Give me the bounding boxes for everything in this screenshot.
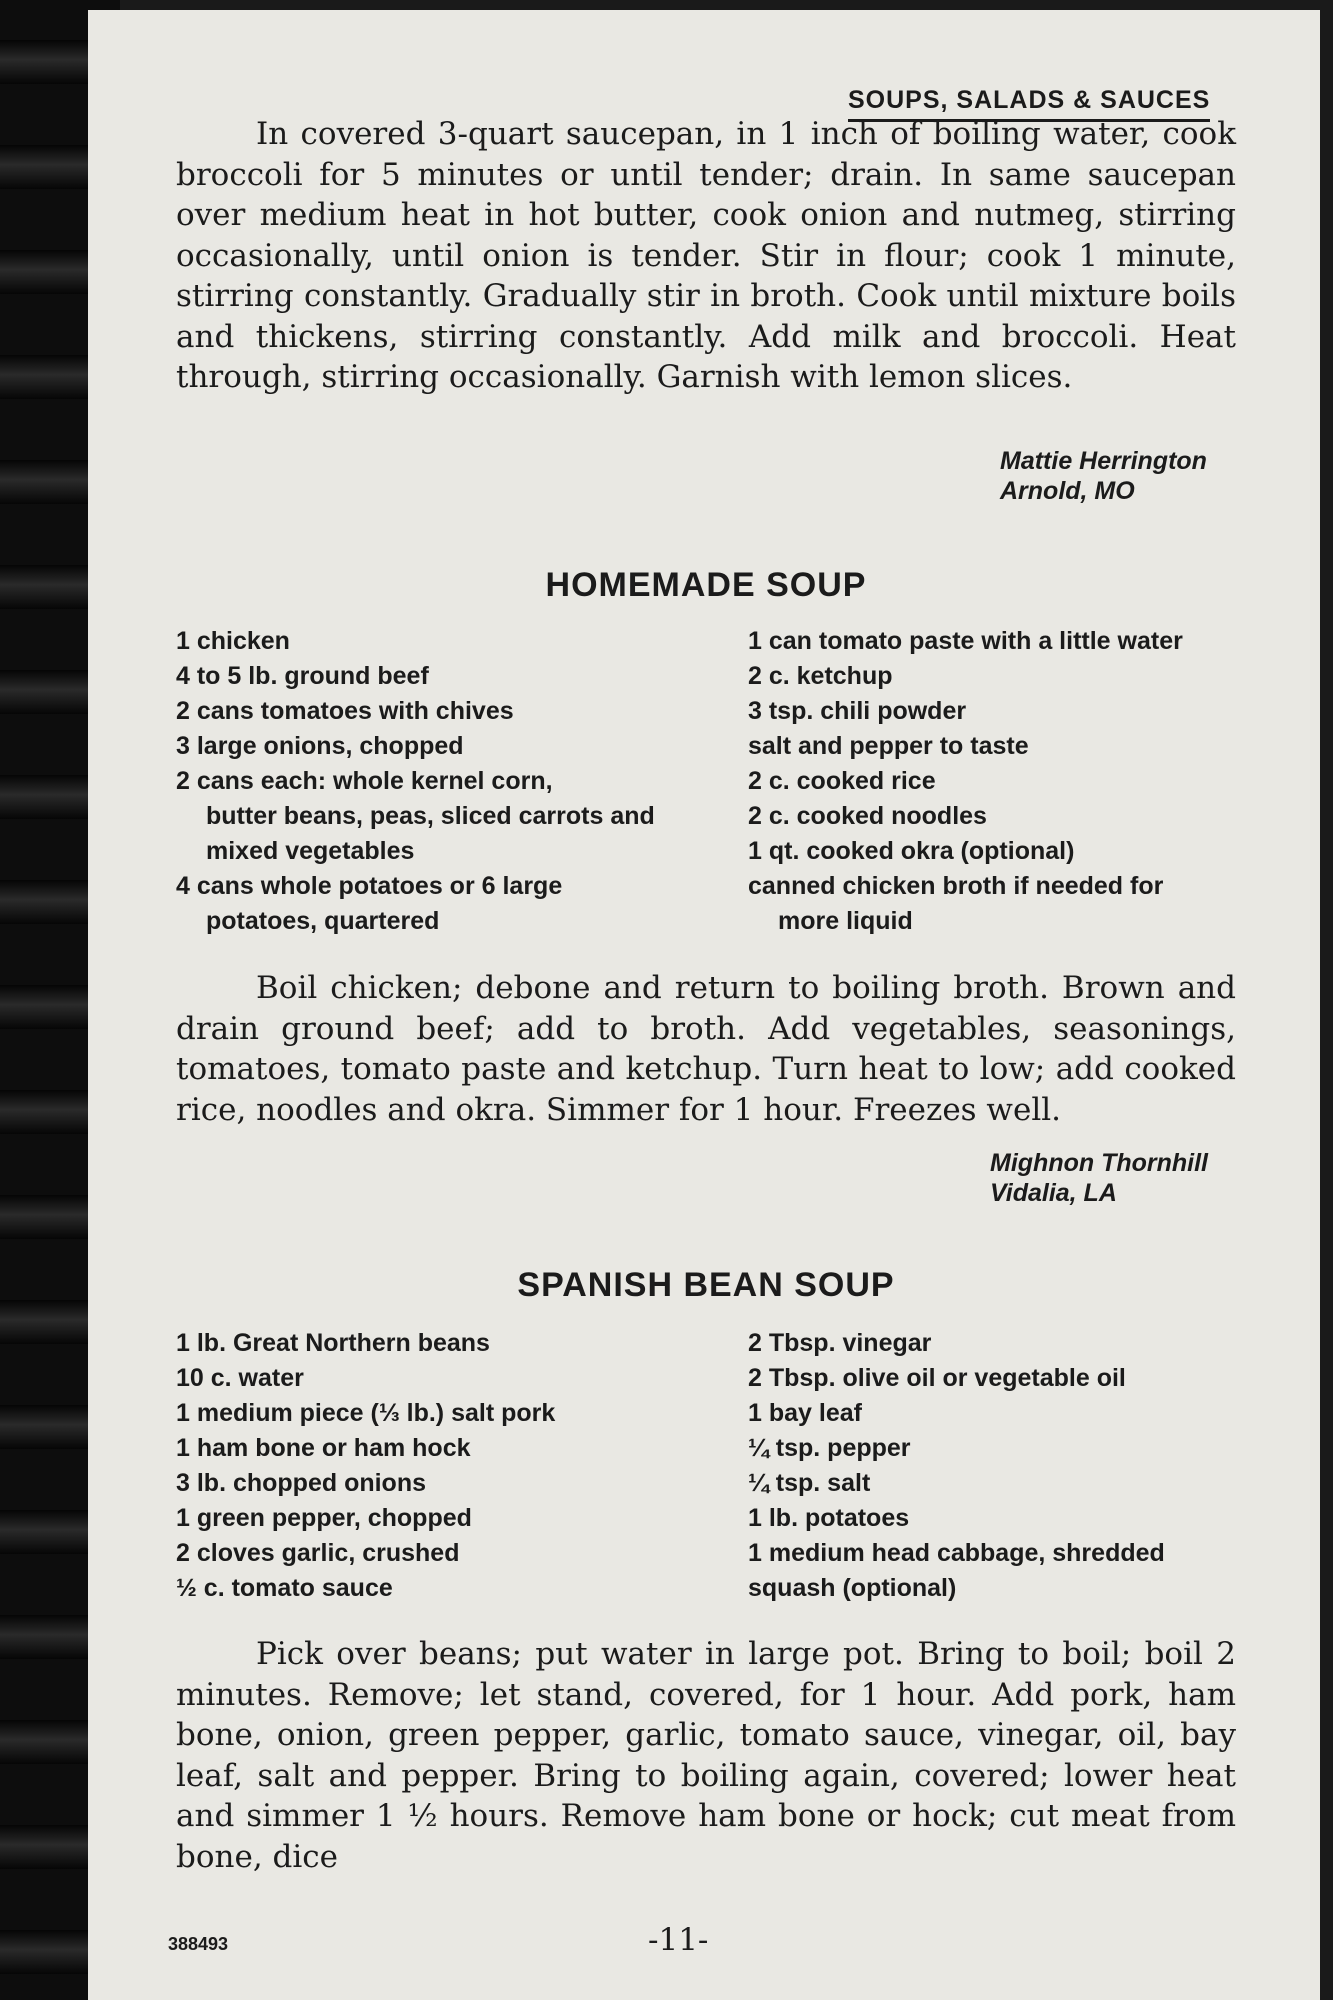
ingredient-item xyxy=(176,694,716,729)
spanish-ingredients-right xyxy=(748,1326,1268,1606)
credit-name: Mighnon Thornhill xyxy=(990,1149,1208,1177)
page-number: -11- xyxy=(648,1922,709,1958)
ingredient-text: 3 large onions, chopped xyxy=(176,732,464,760)
credit-place: Arnold, MO xyxy=(1000,477,1135,505)
spanish-directions: Pick over beans; put water in large pot. Bring to boil; boil 2 minutes. Remove; let stand, covered, for 1 hour. Add pork, ham bone, onion, green pepper, garlic, tomato sauce, vinegar, oil, bay leaf, salt and pepper. Bring to boiling again, covered; lower heat and simmer 1 ½ hours. Remove ham bone or hock; cut meat from bone, dice xyxy=(176,1636,1236,1875)
broccoli-directions: In covered 3-quart saucepan, in 1 inch of boiling water, cook broccoli for 5 minutes or until tender; drain. In same saucepan over medium heat in hot butter, cook onion and nutmeg, stirring occasionally, until onion is tender. Stir in flour; cook 1 minute, stirring constantly. Gradually stir in broth. Cook until mixture boils and thickens, stirring constantly. Add milk and broccoli. Heat through, stirring occasionally. Garnish with lemon slices. xyxy=(176,116,1236,395)
ingredient-item xyxy=(748,1501,1268,1536)
ingredient-item xyxy=(176,869,716,939)
cookbook-page xyxy=(88,10,1320,2000)
ingredient-item xyxy=(748,1361,1268,1396)
ingredient-text: canned chicken broth if needed for xyxy=(748,872,1164,900)
section-header: SOUPS, SALADS & SAUCES xyxy=(848,86,1210,122)
ingredient-item xyxy=(748,869,1268,939)
homemade-ingredients-right xyxy=(748,624,1268,939)
ingredient-item xyxy=(176,1571,716,1606)
book-code: 388493 xyxy=(168,1934,229,1954)
ingredient-item xyxy=(748,1396,1268,1431)
broccoli-credit xyxy=(1000,446,1207,506)
ingredient-text: 1 bay leaf xyxy=(748,1399,862,1427)
ingredient-text: squash (optional) xyxy=(748,1574,957,1602)
ingredient-continuation: more liquid xyxy=(778,907,913,935)
ingredient-item xyxy=(176,1536,716,1571)
credit-name: Mattie Herrington xyxy=(1000,447,1207,475)
homemade-soup-title: HOMEMADE SOUP xyxy=(545,566,867,604)
ingredient-item xyxy=(748,1536,1268,1571)
ingredient-text: ¼ tsp. pepper xyxy=(748,1434,911,1462)
ingredient-item xyxy=(748,1571,1268,1606)
ingredient-text: 10 c. water xyxy=(176,1364,304,1392)
ingredient-item xyxy=(176,764,716,869)
ingredient-item xyxy=(176,729,716,764)
homemade-directions: Boil chicken; debone and return to boiling broth. Brown and drain ground beef; add to broth. Add vegetables, seasonings, tomatoes, tomato paste and ketchup. Turn heat to low; add cooked rice, noodles and okra. Simmer for 1 hour. Freezes well. xyxy=(176,970,1236,1128)
ingredient-text: 4 cans whole potatoes or 6 large xyxy=(176,872,563,900)
ingredient-text: 1 qt. cooked okra (optional) xyxy=(748,837,1075,865)
spanish-ingredients-left xyxy=(176,1326,716,1606)
ingredient-text: ¼ tsp. salt xyxy=(748,1469,871,1497)
ingredient-text: 1 can tomato paste with a little water xyxy=(748,627,1183,655)
ingredient-item xyxy=(176,1501,716,1536)
ingredient-text: 1 green pepper, chopped xyxy=(176,1504,472,1532)
ingredient-text: 2 c. ketchup xyxy=(748,662,893,690)
ingredient-item xyxy=(176,659,716,694)
ingredient-item xyxy=(176,1326,716,1361)
ingredient-text: 2 c. cooked rice xyxy=(748,767,936,795)
ingredient-item xyxy=(748,1466,1268,1501)
ingredient-text: ½ c. tomato sauce xyxy=(176,1574,393,1602)
spanish-bean-soup-title: SPANISH BEAN SOUP xyxy=(517,1266,895,1304)
homemade-credit xyxy=(990,1148,1208,1208)
ingredient-item xyxy=(176,1431,716,1466)
ingredient-item xyxy=(176,1466,716,1501)
ingredient-item xyxy=(748,799,1268,834)
ingredient-text: 2 c. cooked noodles xyxy=(748,802,987,830)
ingredient-text: 1 lb. potatoes xyxy=(748,1504,910,1532)
ingredient-item xyxy=(748,729,1268,764)
ingredient-item xyxy=(748,624,1268,659)
ingredient-item xyxy=(748,764,1268,799)
ingredient-text: 1 chicken xyxy=(176,627,290,655)
ingredient-text: 3 tsp. chili powder xyxy=(748,697,967,725)
ingredient-item xyxy=(176,1361,716,1396)
ingredient-text: 1 ham bone or ham hock xyxy=(176,1434,471,1462)
ingredient-item xyxy=(176,624,716,659)
ingredient-text: 2 cloves garlic, crushed xyxy=(176,1539,460,1567)
ingredient-text: salt and pepper to taste xyxy=(748,732,1029,760)
ingredient-continuation: potatoes, quartered xyxy=(206,907,440,935)
ingredient-item xyxy=(176,1396,716,1431)
ingredient-item xyxy=(748,834,1268,869)
ingredient-item xyxy=(748,659,1268,694)
ingredient-continuation: butter beans, peas, sliced carrots and mixed vegetables xyxy=(206,802,655,865)
ingredient-text: 2 Tbsp. vinegar xyxy=(748,1329,932,1357)
ingredient-text: 4 to 5 lb. ground beef xyxy=(176,662,429,690)
ingredient-text: 2 cans each: whole kernel corn, xyxy=(176,767,553,795)
homemade-ingredients-left xyxy=(176,624,716,939)
credit-place: Vidalia, LA xyxy=(990,1179,1117,1207)
ingredient-text: 2 cans tomatoes with chives xyxy=(176,697,514,725)
ingredient-text: 2 Tbsp. olive oil or vegetable oil xyxy=(748,1364,1126,1392)
ingredient-text: 3 lb. chopped onions xyxy=(176,1469,426,1497)
ingredient-text: 1 medium head cabbage, shredded xyxy=(748,1539,1165,1567)
ingredient-item xyxy=(748,1326,1268,1361)
ingredient-text: 1 lb. Great Northern beans xyxy=(176,1329,490,1357)
ingredient-item xyxy=(748,1431,1268,1466)
ingredient-item xyxy=(748,694,1268,729)
ingredient-text: 1 medium piece (⅓ lb.) salt pork xyxy=(176,1399,556,1427)
